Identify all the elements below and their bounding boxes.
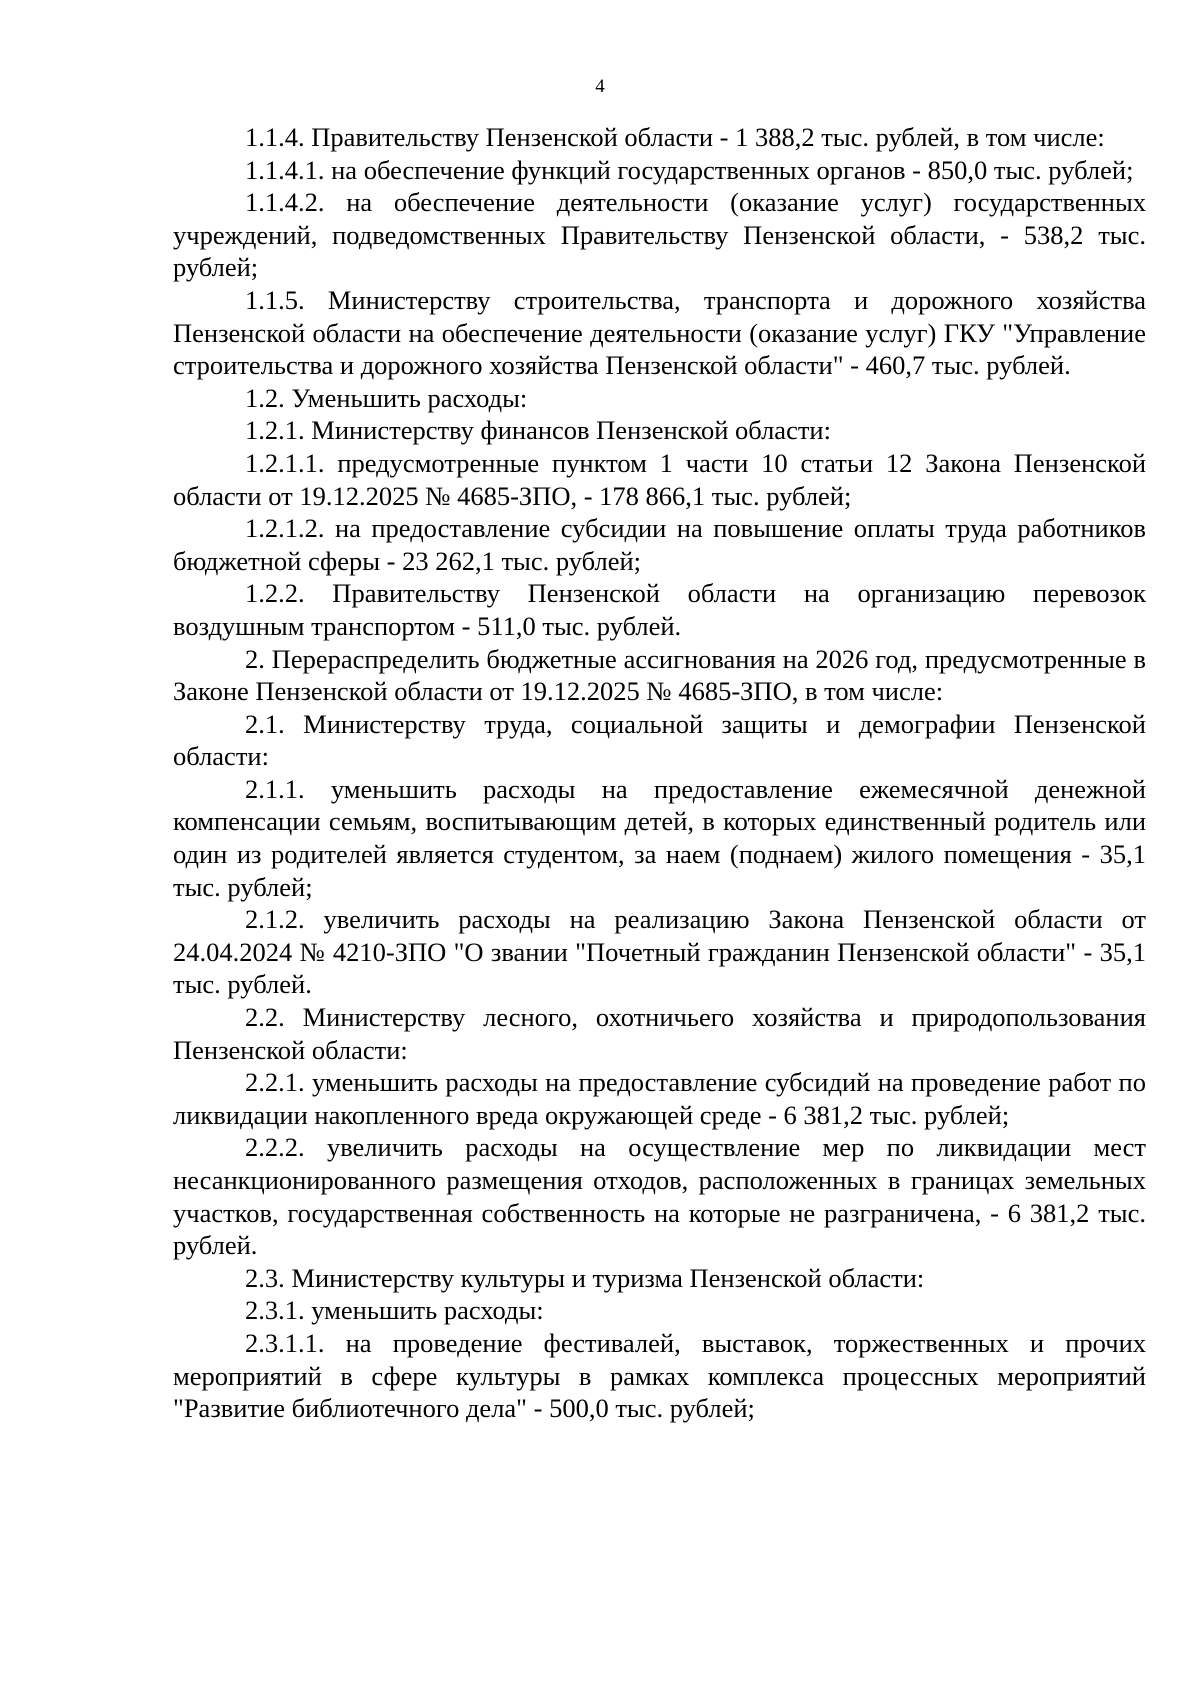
document-body [173, 121, 1146, 1425]
paragraph: 1.2.1.1. предусмотренные пунктом 1 части 10 статьи 12 Закона Пензенской области от 19.12.2025 № 4685-ЗПО, - 178 866,1 тыс. рублей; [173, 447, 1146, 511]
paragraph: 2.1. Министерству труда, социальной защиты и демографии Пензенской области: [173, 708, 1146, 772]
page-number: 4 [595, 76, 605, 97]
paragraph: 2.3.1. уменьшить расходы: [245, 1295, 544, 1326]
paragraph: 2.2.2. увеличить расходы на осуществление мер по ликвидации мест несанкционированного размещения отходов, расположенных в границах земельных участков, государственная собственность на которые не разграничена, - 6 381,2 тыс. рублей. [173, 1132, 1146, 1261]
paragraph: 2.1.1. уменьшить расходы на предоставление ежемесячной денежной компенсации семьям, воспитывающим детей, в которых единственный родитель или один из родителей является студентом, за наем (поднаем) жилого помещения - 35,1 тыс. рублей; [173, 773, 1146, 902]
paragraph: 2.3. Министерству культуры и туризма Пензенской области: [245, 1262, 925, 1293]
paragraph: 2.3.1.1. на проведение фестивалей, выставок, торжественных и прочих мероприятий в сфере культуры в рамках комплекса процессных мероприятий "Развитие библиотечного дела" - 500,0 тыс. рублей; [173, 1327, 1146, 1424]
paragraph: 2.2.1. уменьшить расходы на предоставление субсидий на проведение работ по ликвидации накопленного вреда окружающей среде - 6 381,2 тыс. рублей; [173, 1067, 1146, 1130]
paragraph: 1.2.1.2. на предоставление субсидии на повышение оплаты труда работников бюджетной сферы - 23 262,1 тыс. рублей; [173, 513, 1146, 576]
paragraph: 1.2.2. Правительству Пензенской области на организацию перевозок воздушным транспортом - 511,0 тыс. рублей. [173, 578, 1146, 641]
paragraph: 2.2. Министерству лесного, охотничьего хозяйства и природопользования Пензенской области: [173, 1002, 1146, 1065]
paragraph: 1.1.4.1. на обеспечение функций государственных органов - 850,0 тыс. рублей; [245, 154, 1134, 185]
paragraph: 2.1.2. увеличить расходы на реализацию Закона Пензенской области от 24.04.2024 № 4210-ЗПО "О звании "Почетный гражданин Пензенской области" - 35,1 тыс. рублей. [173, 904, 1146, 1000]
paragraph: 2. Перераспределить бюджетные ассигнования на 2026 год, предусмотренные в Законе Пензенской области от 19.12.2025 № 4685-ЗПО, в том числе: [173, 643, 1146, 707]
paragraph: 1.1.4.2. на обеспечение деятельности (оказание услуг) государственных учреждений, подведомственных Правительству Пензенской области, - 538,2 тыс. рублей; [173, 187, 1146, 283]
paragraph: 1.2. Уменьшить расходы: [245, 382, 528, 413]
paragraph: 1.2.1. Министерству финансов Пензенской области: [245, 415, 831, 446]
paragraph: 1.1.5. Министерству строительства, транспорта и дорожного хозяйства Пензенской области на обеспечение деятельности (оказание услуг) ГКУ "Управление строительства и дорожного хозяйства Пензенской области" - 460,7 тыс. рублей. [173, 284, 1146, 381]
paragraph: 1.1.4. Правительству Пензенской области - 1 388,2 тыс. рублей, в том числе: [245, 122, 1105, 152]
